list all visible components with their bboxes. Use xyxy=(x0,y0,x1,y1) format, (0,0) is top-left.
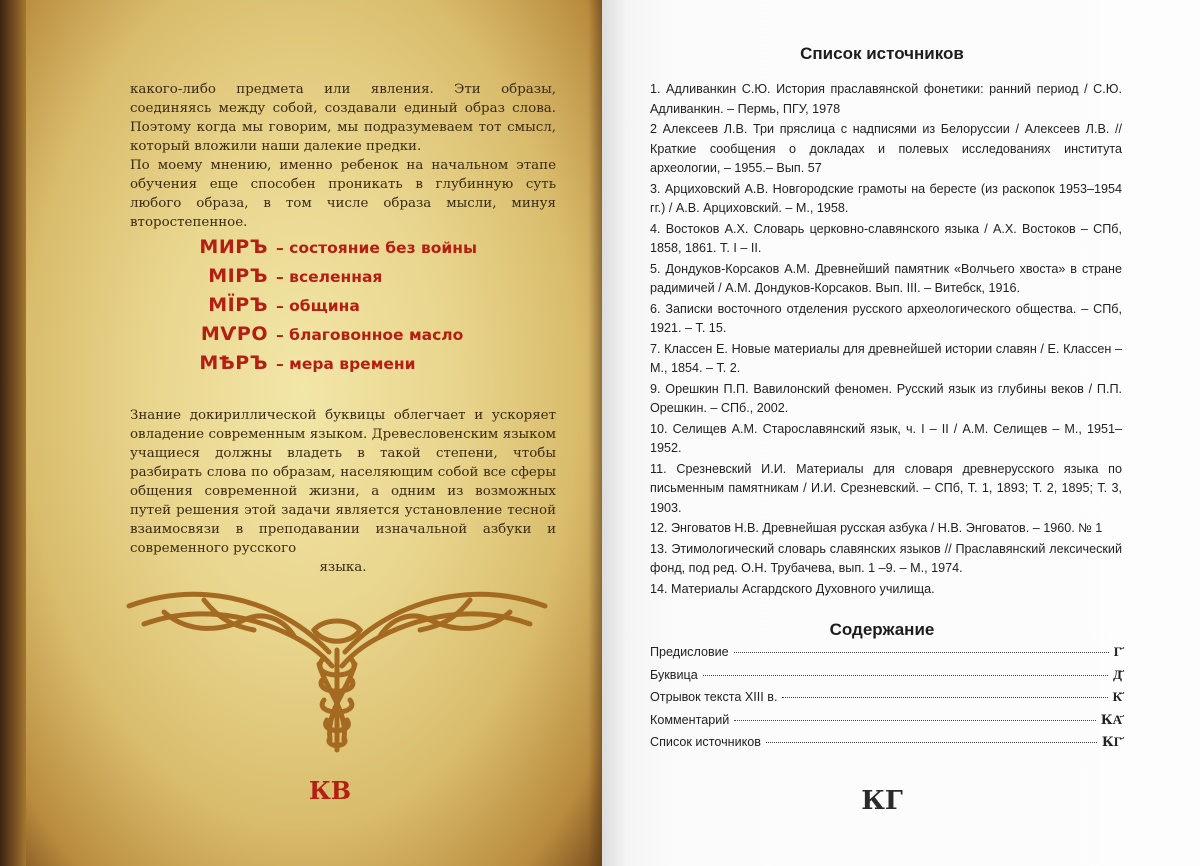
source-item: 4. Востоков А.Х. Словарь церковно-славянского языка / А.Х. Востоков – СПб, 1858, 1861. Т. I – II. xyxy=(650,221,1122,255)
word-row xyxy=(0,236,602,265)
left-page-number: КВ xyxy=(308,776,352,805)
conclusion-text: Знание докириллической буквицы облегчает и ускоряет овладение современным языком. Древесловенским языком учащиеся должны владеть в такой степени, чтобы разбирать слова по образам, населяющим собой все сферы общения современной жизни, а одним из возможных путей решения этой задачи является установление тесной взаимосвязи в преподавании изначальной азбуки и современного русского xyxy=(130,408,556,556)
conclusion-last-line: языка. xyxy=(319,560,367,575)
word-meaning: – состояние без войны xyxy=(276,239,478,257)
word-meaning: – мера времени xyxy=(276,355,416,373)
word-meaning: – благовонное масло xyxy=(276,326,464,344)
source-item: 11. Срезневский И.И. Материалы для словаря древнерусского языка по письменным памятникам / И.И. Срезневский. – СПб, Т. 1, 1893; Т. 2, 1895; Т. 3, 1903. xyxy=(650,461,1122,515)
source-item: 12. Энговатов Н.В. Древнейшая русская азбука / Н.В. Энговатов. – 1960. № 1 xyxy=(650,521,1103,535)
left-paragraph-conclusion xyxy=(130,406,556,577)
toc-entry-page: КА҃ xyxy=(1100,712,1122,728)
word: МИРЪ xyxy=(199,236,268,258)
toc-entry-title: Список источников xyxy=(650,735,761,749)
toc-entry-title: Предисловие xyxy=(650,645,729,659)
source-item: 10. Селищев А.М. Старославянский язык, ч. I – II / А.М. Селищев – М., 1951–1952. xyxy=(650,421,1122,455)
sources-list xyxy=(650,80,1122,600)
contents-title: Содержание xyxy=(829,620,935,639)
source-item: 1. Адливанкин С.Ю. История праславянской фонетики: ранний период / С.Ю. Адливанкин. – Пермь, ПГУ, 1978 xyxy=(650,82,1122,116)
intro-text: какого-либо предмета или явления. Эти образы, соединяясь между собой, создавали единый образ слова. Поэтому когда мы говорим, мы подразумеваем тот смысл, который вложили наши далекие предки. xyxy=(130,82,556,154)
word-row xyxy=(0,294,602,323)
source-item: 9. Орешкин П.П. Вавилонский феномен. Русский язык из глубины веков / П.П. Орешкин. – СПб., 2002. xyxy=(650,381,1122,415)
right-page-number: КГ xyxy=(861,786,903,816)
left-paragraph-intro xyxy=(130,80,556,232)
toc-entry-page: К҃ xyxy=(1112,690,1122,705)
toc-entry[interactable] xyxy=(650,689,1122,712)
toc-leader xyxy=(734,652,1109,653)
opinion-text: По моему мнению, именно ребенок на начальном этапе обучения еще способен проникать в глубинную суть любого образа, в том числе образа мысли, минуя второстепенное. xyxy=(130,158,556,230)
toc-entry-page: Д҃ xyxy=(1113,667,1122,683)
toc-entry-title: Комментарий xyxy=(650,712,730,727)
right-page xyxy=(602,0,1200,866)
word-row xyxy=(0,265,602,294)
word-meaning: – община xyxy=(276,297,360,315)
source-item: 3. Арциховский А.В. Новгородские грамоты на бересте (из раскопок 1953–1954 гг.) / А.В. Арциховский. – М., 1958. xyxy=(650,181,1122,215)
word-row xyxy=(0,352,602,381)
word-meaning-list xyxy=(0,236,602,381)
word: МЇРЪ xyxy=(208,294,268,316)
word: МѴРО xyxy=(200,323,268,345)
toc-entry-title: Буквица xyxy=(650,667,698,682)
word: МѢРЪ xyxy=(199,352,268,374)
source-item: 5. Дондуков-Корсаков А.М. Древнейший памятник «Волчьего хвоста» в стране радимичей / А.М. Дондуков-Корсаков. Вып. III. – Витебск, 1916. xyxy=(650,261,1122,295)
toc-leader xyxy=(734,720,1095,721)
source-item: 7. Классен Е. Новые материалы для древнейшей истории славян / Е. Классен – М., 1854. – Т. 2. xyxy=(650,341,1122,375)
word: МІРЪ xyxy=(208,265,268,287)
celtic-knot-ornament xyxy=(124,590,550,760)
source-item: 14. Материалы Асгардского Духовного училища. xyxy=(650,581,935,596)
word-row xyxy=(0,323,602,352)
toc-entry[interactable] xyxy=(650,667,1122,690)
toc-entry[interactable] xyxy=(650,644,1122,667)
word-meaning: – вселенная xyxy=(276,268,383,286)
toc-leader xyxy=(703,675,1108,676)
toc-entry[interactable] xyxy=(650,734,1122,757)
source-item: 6. Записки восточного отделения русского археологического общества. – СПб, 1921. – Т. 15. xyxy=(650,301,1122,335)
table-of-contents xyxy=(650,644,1122,757)
source-item: 13. Этимологический словарь славянских языков // Праславянский лексический фонд, под ред. О.Н. Трубачева, вып. 1 –9. – М., 1974. xyxy=(650,541,1122,575)
toc-leader xyxy=(766,742,1097,743)
toc-entry-page: КГ҃ xyxy=(1101,735,1122,750)
toc-entry-page: Г҃ xyxy=(1113,645,1122,660)
source-item: 2 Алексеев Л.В. Три пряслица с надписями из Белоруссии / Алексеев Л.В. // Краткие сообщения о докладах и полевых исследованиях института археологии, – 1955.– Вып. 57 xyxy=(650,122,1122,175)
toc-entry[interactable] xyxy=(650,712,1122,735)
toc-leader xyxy=(782,697,1107,698)
toc-entry-title: Отрывок текста XIII в. xyxy=(650,690,778,704)
sources-title: Список источников xyxy=(800,44,964,63)
